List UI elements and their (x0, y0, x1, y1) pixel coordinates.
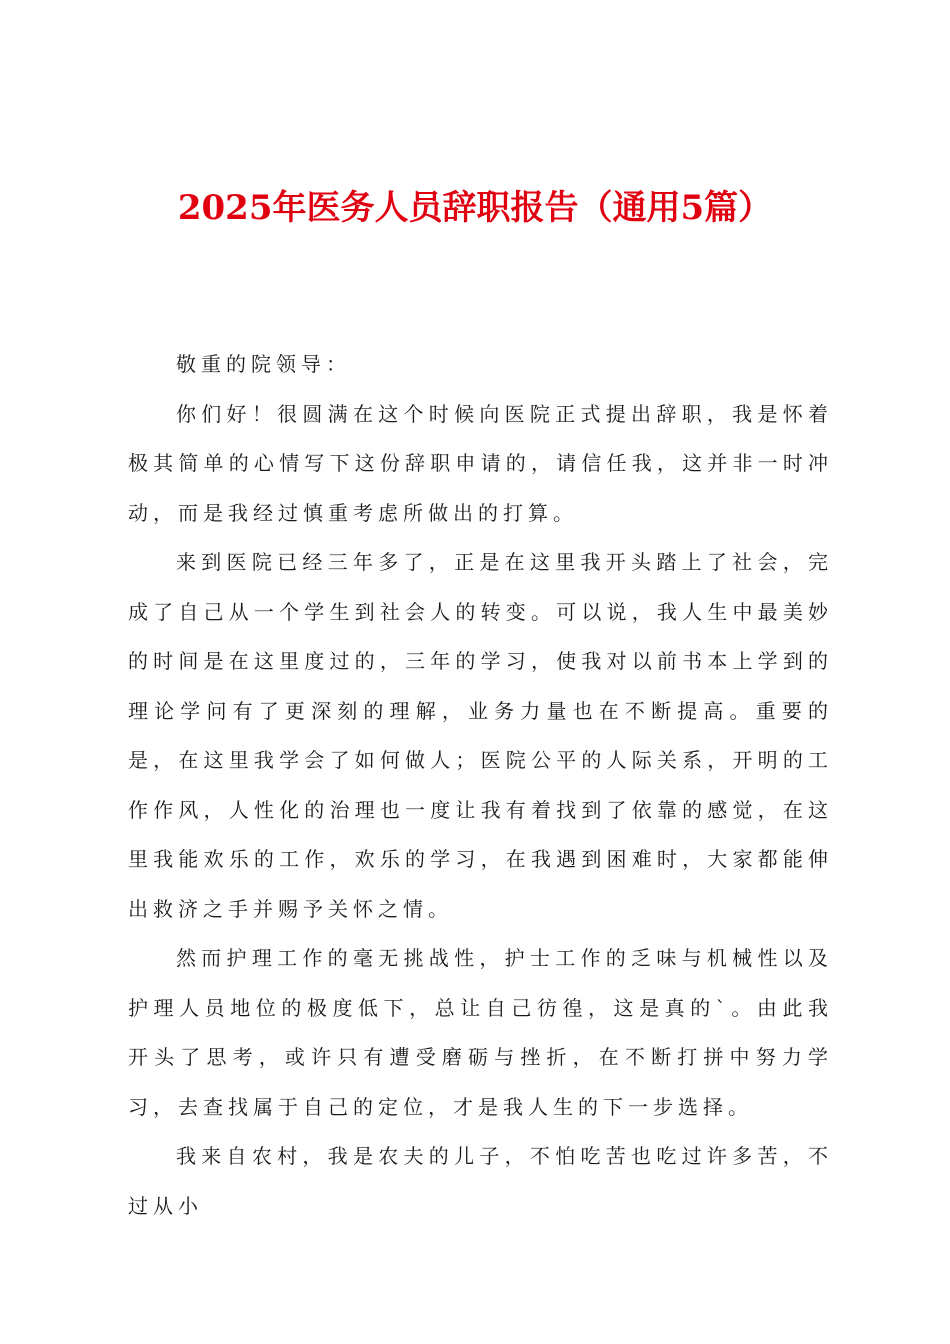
paragraph-3: 然而护理工作的毫无挑战性，护士工作的乏味与机械性以及护理人员地位的极度低下，总让自己彷徨，这是真的`。由此我开头了思考，或许只有遭受磨砺与挫折，在不断打拼中努力学习，去查找属于自己的定位，才是我人生的下一步选择。 (128, 946, 833, 1119)
document-body (128, 340, 833, 1231)
salutation: 敬重的院领导： (176, 352, 351, 376)
document-title: 2025年医务人员辞职报告（通用5篇） (177, 188, 773, 228)
paragraph-2: 来到医院已经三年多了，正是在这里我开头踏上了社会，完成了自己从一个学生到社会人的转变。可以说，我人生中最美妙的时间是在这里度过的，三年的学习，使我对以前书本上学到的理论学问有了更深刻的理解，业务力量也在不断提高。重要的是，在这里我学会了如何做人；医院公平的人际关系，开明的工作作风，人性化的治理也一度让我有着找到了依靠的感觉，在这里我能欢乐的工作，欢乐的学习，在我遇到困难时，大家都能伸出救济之手并赐予关怀之情。 (128, 550, 833, 921)
paragraph-1: 你们好！很圆满在这个时候向医院正式提出辞职，我是怀着极其简单的心情写下这份辞职申请的，请信任我，这并非一时冲动，而是我经过慎重考虑所做出的打算。 (128, 401, 833, 525)
paragraph-4: 我来自农村，我是农夫的儿子，不怕吃苦也吃过许多苦，不过从小 (128, 1144, 833, 1218)
